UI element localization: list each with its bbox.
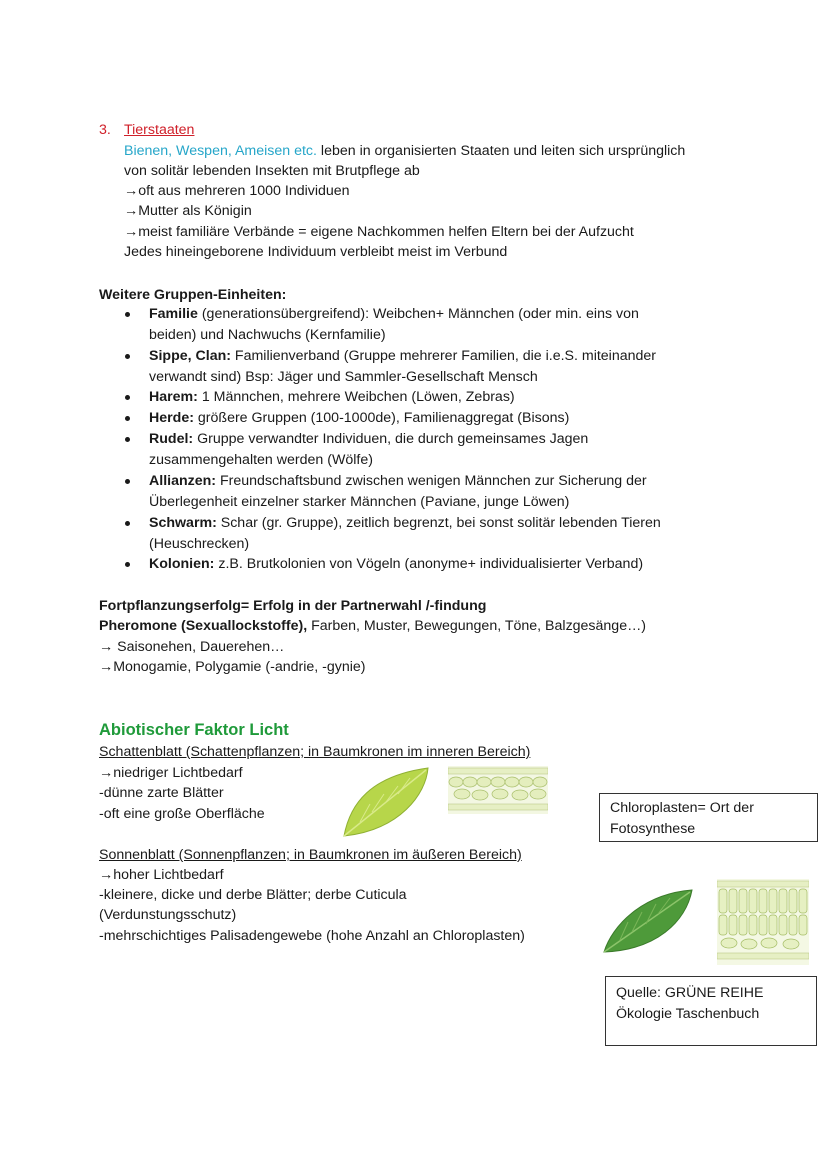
bullet-icon: [125, 395, 130, 400]
chloroplasten-note-line-2: Fotosynthese: [610, 821, 696, 837]
term: Schwarm:: [149, 515, 217, 531]
bullet-icon: [125, 354, 130, 359]
term: Rudel:: [149, 431, 194, 447]
gruppen-heading: Weitere Gruppen-Einheiten:: [99, 287, 287, 303]
fortpflanzung-line-3: → Saisonehen, Dauerehen…: [99, 639, 285, 655]
section-number: 3.: [99, 122, 111, 138]
chloroplasten-note-line-1: Chloroplasten= Ort der: [610, 800, 754, 816]
tierstaaten-line-3: →oft aus mehreren 1000 Individuen: [124, 183, 350, 199]
fortpflanzung-heading: Fortpflanzungserfolg= Erfolg in der Partnerwahl /-findung: [99, 598, 487, 614]
schatten-line-1: →niedriger Lichtbedarf: [99, 765, 243, 781]
tierstaaten-line-5: →meist familiäre Verbände = eigene Nachkommen helfen Eltern bei der Aufzucht: [124, 224, 634, 240]
tierstaaten-line-1: Bienen, Wespen, Ameisen etc. leben in organisierten Staaten und leiten sich ursprünglich: [124, 143, 686, 159]
pheromone-line: Pheromone (Sexuallockstoffe), Farben, Muster, Bewegungen, Töne, Balzgesänge…): [99, 618, 647, 634]
sonnen-line-2: -kleinere, dicke und derbe Blätter; derbe Cuticula: [99, 887, 407, 903]
term: Herde:: [149, 410, 194, 426]
fortpflanzung-line-4: →Monogamie, Polygamie (-andrie, -gynie): [99, 659, 366, 675]
term: Harem:: [149, 389, 198, 405]
sonnen-title: Sonnenblatt (Sonnenpflanzen; in Baumkronen im äußeren Bereich): [99, 847, 522, 863]
bullet-icon: [125, 312, 130, 317]
section-title: Tierstaaten: [124, 122, 195, 138]
licht-heading: Abiotischer Faktor Licht: [99, 721, 289, 739]
bullet-icon: [125, 416, 130, 421]
bullet-icon: [125, 562, 130, 567]
shade-leaf-image: [340, 764, 432, 840]
sun-cross-section-image: [717, 879, 809, 965]
sonnen-line-4: -mehrschichtiges Palisadengewebe (hohe Anzahl an Chloroplasten): [99, 928, 525, 944]
schatten-line-3: -oft eine große Oberfläche: [99, 806, 265, 822]
bullet-icon: [125, 479, 130, 484]
source-note-line-2: Ökologie Taschenbuch: [616, 1006, 760, 1022]
schatten-line-2: -dünne zarte Blätter: [99, 785, 224, 801]
tierstaaten-line-4: →Mutter als Königin: [124, 203, 252, 219]
term: Kolonien:: [149, 556, 215, 572]
shade-cross-section-image: [448, 766, 548, 814]
sonnen-line-1: →hoher Lichtbedarf: [99, 867, 224, 883]
bullet-icon: [125, 521, 130, 526]
schatten-title: Schattenblatt (Schattenpflanzen; in Baumkronen im inneren Bereich): [99, 744, 531, 760]
term: Familie: [149, 306, 198, 322]
source-note-line-1: Quelle: GRÜNE REIHE: [616, 985, 764, 1001]
sun-leaf-image: [602, 886, 694, 956]
tierstaaten-line-6: Jedes hineingeborene Individuum verbleibt meist im Verbund: [124, 244, 508, 260]
tierstaaten-line-2: von solitär lebenden Insekten mit Brutpflege ab: [124, 163, 420, 179]
source-note-box: [605, 976, 817, 1046]
sonnen-line-3: (Verdunstungsschutz): [99, 907, 237, 923]
term: Allianzen:: [149, 473, 217, 489]
chloroplasten-note-box: [599, 793, 818, 842]
bullet-icon: [125, 437, 130, 442]
term: Sippe, Clan:: [149, 348, 231, 364]
